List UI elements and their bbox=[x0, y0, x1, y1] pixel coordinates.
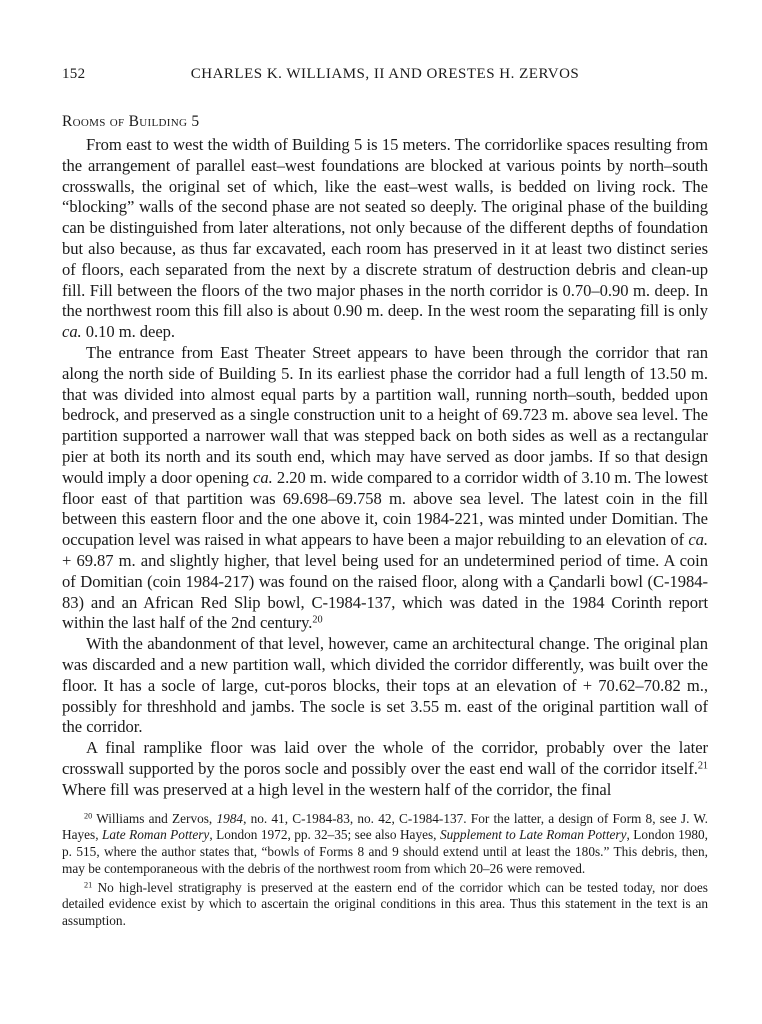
text-run: With the abandonment of that level, however, came an architectural change. The original plan was discarded and a new partition wall, which divided the corridor differently, was built over the floor. It has a socle of large, cut-poros blocks, their tops at an elevation of + 70.62–70.82 m., possibly for threshhold and jambs. The socle is set 3.55 m. east of the original partition wall of the corridor. bbox=[62, 634, 708, 737]
text-run: 0.10 m. deep. bbox=[81, 322, 175, 342]
text-run: The entrance from East Theater Street appears to have been through the corridor that ran along the north side of Building 5. In its earliest phase the corridor had a full length of 13.50 m. that was divided into almost equal parts by a partition wall, running north–south, bedded upon bedrock, and preserved as a single construction unit to a height of 69.723 m. above sea level. The partition supported a narrower wall that was stepped back on both sides as well as a rectangular pier at both its north and its south end, which may have served as door jambs. If so that design would imply a door opening bbox=[62, 342, 708, 487]
paragraph-2 bbox=[62, 343, 708, 634]
text-run: From east to west the width of Building 5 is 15 meters. The corridorlike spaces resulting from the arrangement of parallel east–west foundations are blocked at various points by north–south crosswalls, the original set of which, like the east–west walls, is bedded on living rock. The “blocking” walls of the second phase are not seated so deeply. The original phase of the building can be distinguished from later alterations, not only because of the different depths of foundation but also because, as thus far excavated, each room has preserved in it at least two distinct series of floors, each separated from the next by a discrete stratum of destruction debris and clean-up fill. Fill between the floors of the two major phases in the north corridor is 0.70–0.90 m. deep. In the northwest room this fill also is about 0.90 m. deep. In the west room the separating fill is only bbox=[62, 135, 708, 321]
footnote-ref: 21 bbox=[84, 880, 93, 890]
italic-text: Supplement to Late Roman Pottery bbox=[439, 827, 627, 843]
footnote-ref: 20 bbox=[312, 614, 323, 626]
text-run: , London 1972, pp. 32–35; see also Hayes, bbox=[209, 827, 440, 843]
italic-text: ca. bbox=[62, 322, 82, 342]
paragraph-4 bbox=[62, 738, 708, 800]
page-number: 152 bbox=[62, 66, 86, 82]
page bbox=[62, 66, 708, 932]
running-head: CHARLES K. WILLIAMS, II AND ORESTES H. ZERVOS bbox=[190, 66, 580, 82]
body-text bbox=[62, 135, 708, 801]
page-header bbox=[62, 66, 708, 90]
section-heading: Rooms of Building 5 bbox=[62, 113, 200, 130]
footnote-20 bbox=[62, 811, 708, 878]
italic-text: 1984 bbox=[216, 810, 244, 826]
paragraph-3 bbox=[62, 634, 708, 738]
italic-text: ca. bbox=[253, 467, 273, 487]
italic-text: Late Roman Pottery bbox=[102, 827, 210, 843]
footnote-ref: 20 bbox=[84, 810, 93, 820]
italic-text: ca. bbox=[688, 530, 708, 550]
footnote-ref: 21 bbox=[697, 760, 708, 772]
footnotes bbox=[62, 811, 708, 931]
paragraph-1 bbox=[62, 135, 708, 343]
text-run: Where fill was preserved at a high level in the western half of the corridor, the final bbox=[62, 779, 612, 799]
footnote-21 bbox=[62, 880, 708, 930]
text-run: + 69.87 m. and slightly higher, that level being used for an undetermined period of time. A coin of Domitian (coin 1984-217) was found on the raised floor, along with a Çandarli bowl (C-1984-83) and an African Red Slip bowl, C-1984-137, which was dated in the 1984 Corinth report within the last half of the 2nd century. bbox=[62, 550, 708, 633]
text-run: Williams and Zervos, bbox=[92, 810, 217, 826]
text-run: No high-level stratigraphy is preserved at the eastern end of the corridor which can be tested today, nor does detailed evidence exist by which to ascertain the original conditions in this area. Thus this statement in the text is an assumption. bbox=[62, 879, 708, 929]
text-run: , London 1980, p. 515, where the author states that, “bowls of Forms 8 and 9 should extend until at least the 180s.” This debris, then, may be contemporaneous with the debris of the northwest room from which 20–26 were removed. bbox=[62, 827, 708, 876]
text-run: A final ramplike floor was laid over the whole of the corridor, probably over the later crosswall supported by the poros socle and possibly over the east end wall of the corridor itself. bbox=[62, 738, 708, 778]
text-run: , no. 41, C-1984-83, no. 42, C-1984-137. For the latter, a design of Form 8, see J. W. Hayes, bbox=[62, 810, 709, 843]
text-run: 2.20 m. wide compared to a corridor width of 3.10 m. The lowest floor east of that partition was 69.698–69.758 m. above sea level. The latest coin in the fill between this eastern floor and the one above it, coin 1984-221, was minted under Domitian. The occupation level was raised in what appears to have been a major rebuilding to an elevation of bbox=[62, 467, 708, 550]
